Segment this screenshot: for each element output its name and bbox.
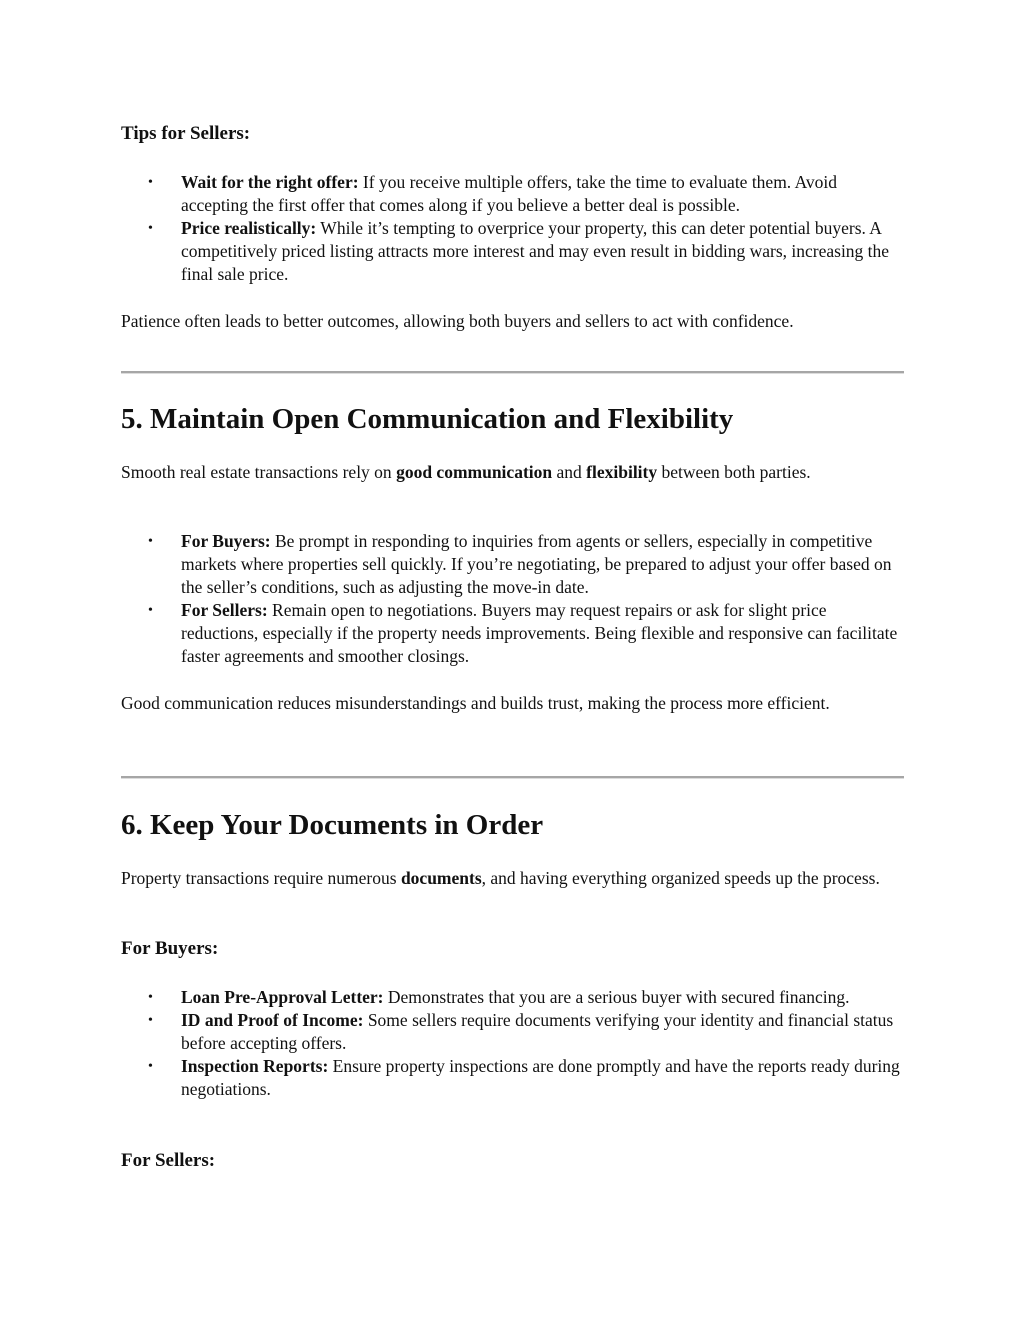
list-item	[121, 171, 905, 217]
bullet-icon: •	[148, 221, 153, 236]
item-text: Remain open to negotiations. Buyers may request repairs or ask for slight price reductions, especially if the property needs improvements. Being flexible and responsive can facilitate faster agreements and smoother closings.	[181, 600, 898, 666]
item-label: Loan Pre-Approval Letter:	[181, 987, 384, 1007]
list-item	[121, 1055, 905, 1101]
section-divider	[121, 371, 904, 374]
bullet-icon: •	[148, 990, 153, 1005]
item-text: While it’s tempting to overprice your property, this can deter potential buyers. A competitively priced listing attracts more interest and may even result in bidding wars, increasing the final sale price.	[181, 218, 890, 284]
item-label: For Buyers:	[181, 531, 271, 551]
list-item	[121, 599, 905, 668]
section-6-title: 6. Keep Your Documents in Order	[121, 809, 544, 841]
section-5-title: 5. Maintain Open Communication and Flexibility	[121, 403, 734, 435]
for-sellers-heading: For Sellers:	[121, 1150, 216, 1171]
list-item	[121, 530, 905, 599]
bullet-icon: •	[148, 1059, 153, 1074]
bullet-icon: •	[148, 534, 153, 549]
for-buyers-list	[121, 986, 905, 1101]
list-item	[121, 986, 905, 1009]
item-label: Inspection Reports:	[181, 1056, 329, 1076]
section-5-closing: Good communication reduces misunderstandings and builds trust, making the process more efficient.	[121, 693, 830, 713]
section-5-intro: Smooth real estate transactions rely on good communication and flexibility between both parties.	[121, 462, 811, 482]
section-divider	[121, 776, 904, 779]
item-text: Be prompt in responding to inquiries from agents or sellers, especially in competitive markets where properties sell quickly. If you’re negotiating, be prepared to adjust your offer based on the seller’s conditions, such as adjusting the move-in date.	[181, 531, 892, 597]
item-label: Price realistically:	[181, 218, 317, 238]
list-item	[121, 217, 905, 286]
list-item	[121, 1009, 905, 1055]
bullet-icon: •	[148, 1013, 153, 1028]
item-label: Wait for the right offer:	[181, 172, 359, 192]
item-text: Some sellers require documents verifying your identity and financial status before accepting offers.	[181, 1010, 894, 1053]
item-text: Ensure property inspections are done promptly and have the reports ready during negotiations.	[181, 1056, 900, 1099]
tips-sellers-heading: Tips for Sellers:	[121, 123, 251, 144]
item-label: ID and Proof of Income:	[181, 1010, 364, 1030]
tips-sellers-list	[121, 171, 905, 286]
bullet-icon: •	[148, 603, 153, 618]
section-5-list	[121, 530, 905, 668]
bullet-icon: •	[148, 175, 153, 190]
item-text: If you receive multiple offers, take the time to evaluate them. Avoid accepting the first offer that comes along if you believe a better deal is possible.	[181, 172, 838, 215]
item-text: Demonstrates that you are a serious buyer with secured financing.	[383, 987, 850, 1007]
item-label: For Sellers:	[181, 600, 268, 620]
tips-sellers-closing: Patience often leads to better outcomes, allowing both buyers and sellers to act with confidence.	[121, 311, 794, 331]
section-6-intro: Property transactions require numerous documents, and having everything organized speeds up the process.	[121, 868, 880, 888]
for-buyers-heading: For Buyers:	[121, 938, 219, 959]
